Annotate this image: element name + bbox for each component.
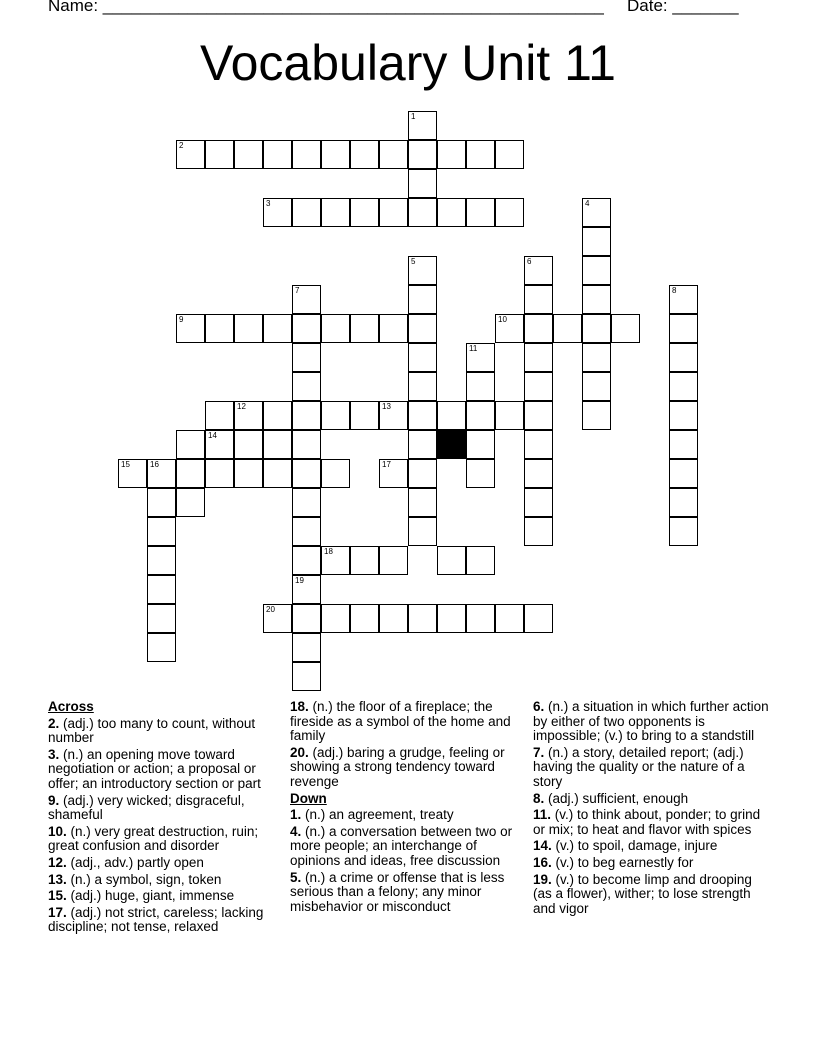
grid-cell[interactable]: [408, 488, 437, 517]
grid-cell[interactable]: [263, 401, 292, 430]
grid-cell[interactable]: [408, 256, 437, 285]
grid-cell[interactable]: [466, 372, 495, 401]
clue-item: [48, 889, 284, 904]
grid-cell[interactable]: [292, 401, 321, 430]
grid-cell[interactable]: [379, 604, 408, 633]
clue-text: (n.) a story, detailed report; (adj.) having the quality or the nature of a story: [533, 744, 745, 789]
grid-cell[interactable]: [466, 459, 495, 488]
clue-text: (adj.) baring a grudge, feeling or showing a strong tendency toward revenge: [290, 744, 505, 789]
clue-item: [290, 871, 526, 915]
clue-number-label: 6.: [533, 699, 545, 714]
grid-cell[interactable]: [582, 314, 611, 343]
grid-cell[interactable]: [147, 604, 176, 633]
grid-cell[interactable]: [466, 604, 495, 633]
clue-text: (adj.) too many to count, without number: [48, 715, 256, 746]
grid-cell[interactable]: [234, 314, 263, 343]
grid-cell[interactable]: [321, 401, 350, 430]
clue-number-label: 18.: [290, 699, 309, 714]
grid-cell[interactable]: [292, 488, 321, 517]
grid-cell[interactable]: [669, 314, 698, 343]
grid-cell[interactable]: [524, 459, 553, 488]
clue-item: [533, 839, 769, 854]
grid-cell[interactable]: [466, 401, 495, 430]
grid-cell[interactable]: [292, 140, 321, 169]
clue-number: 4: [585, 199, 590, 208]
grid-cell[interactable]: [669, 488, 698, 517]
grid-cell[interactable]: [292, 575, 321, 604]
grid-cell[interactable]: [176, 459, 205, 488]
grid-cell[interactable]: [379, 140, 408, 169]
grid-cell[interactable]: [437, 401, 466, 430]
grid-cell[interactable]: [524, 256, 553, 285]
grid-cell[interactable]: [408, 372, 437, 401]
grid-cell[interactable]: [437, 140, 466, 169]
clue-item: [290, 825, 526, 869]
clue-text: (adj.) sufficient, enough: [544, 790, 689, 806]
grid-cell[interactable]: [408, 285, 437, 314]
grid-cell[interactable]: [321, 314, 350, 343]
grid-cell[interactable]: [437, 546, 466, 575]
grid-cell[interactable]: [234, 401, 263, 430]
grid-cell[interactable]: [524, 517, 553, 546]
clues-column-2: [290, 700, 526, 916]
grid-cell[interactable]: [292, 372, 321, 401]
grid-cell[interactable]: [582, 401, 611, 430]
grid-cell[interactable]: [466, 198, 495, 227]
clue-number: 15: [121, 460, 130, 469]
grid-cell[interactable]: [292, 459, 321, 488]
down-heading: Down: [290, 790, 327, 806]
grid-cell[interactable]: [408, 343, 437, 372]
clue-number: 20: [266, 605, 275, 614]
clue-number-label: 9.: [48, 792, 60, 808]
grid-cell[interactable]: [582, 372, 611, 401]
grid-cell[interactable]: [147, 546, 176, 575]
grid-cell[interactable]: [263, 198, 292, 227]
grid-cell[interactable]: [408, 314, 437, 343]
clue-number: 16: [150, 460, 159, 469]
grid-cell[interactable]: [524, 372, 553, 401]
across-clue-list-continued: [290, 700, 526, 790]
grid-cell[interactable]: [669, 430, 698, 459]
clue-number-label: 5.: [290, 869, 302, 885]
clue-text: (n.) an agreement, treaty: [301, 807, 454, 823]
clue-text: (n.) a conversation between two or more people; an interchange of opinions and ideas, free discussion: [290, 823, 513, 868]
clue-item: [290, 808, 526, 823]
clue-number: 19: [295, 576, 304, 585]
clue-item: [48, 794, 284, 823]
clue-text: (adj.) huge, giant, immense: [66, 888, 235, 904]
grid-cell[interactable]: [408, 459, 437, 488]
grid-cell[interactable]: [234, 140, 263, 169]
clue-text: (adj., adv.) partly open: [66, 854, 204, 870]
grid-cell[interactable]: [408, 169, 437, 198]
grid-cell[interactable]: [321, 459, 350, 488]
clue-number-label: 20.: [290, 744, 309, 760]
clue-item: [290, 746, 526, 790]
clue-number-label: 14.: [533, 838, 552, 854]
clue-number: 12: [237, 402, 246, 411]
clue-item: [533, 700, 769, 744]
grid-cell[interactable]: [669, 517, 698, 546]
clue-item: [48, 873, 284, 888]
grid-cell[interactable]: [205, 401, 234, 430]
clue-number-label: 1.: [290, 807, 302, 823]
clue-number-label: 2.: [48, 715, 60, 731]
grid-cell[interactable]: [582, 285, 611, 314]
down-clue-list: [290, 808, 526, 914]
grid-cell[interactable]: [263, 314, 292, 343]
clue-number: 1: [411, 112, 416, 121]
clue-number-label: 19.: [533, 871, 552, 887]
grid-cell[interactable]: [379, 401, 408, 430]
grid-cell[interactable]: [350, 401, 379, 430]
grid-cell[interactable]: [118, 459, 147, 488]
grid-cell[interactable]: [292, 517, 321, 546]
grid-cell[interactable]: [292, 285, 321, 314]
grid-cell[interactable]: [408, 604, 437, 633]
grid-cell[interactable]: [205, 430, 234, 459]
grid-cell[interactable]: [147, 633, 176, 662]
clue-item: [48, 906, 284, 935]
grid-cell[interactable]: [466, 546, 495, 575]
grid-cell[interactable]: [495, 314, 524, 343]
grid-cell[interactable]: [350, 604, 379, 633]
clue-number-label: 17.: [48, 904, 67, 920]
grid-cell[interactable]: [524, 343, 553, 372]
clue-number: 7: [295, 286, 300, 295]
clue-item: [533, 856, 769, 871]
grid-cell[interactable]: [234, 459, 263, 488]
grid-cell[interactable]: [669, 343, 698, 372]
clues-column-1: [48, 700, 284, 937]
grid-cell[interactable]: [582, 256, 611, 285]
grid-cell[interactable]: [524, 401, 553, 430]
grid-cell[interactable]: [321, 198, 350, 227]
name-field-label: Name: _____________________________________________________: [48, 0, 604, 15]
down-clue-list-continued: [533, 700, 769, 916]
grid-cell[interactable]: [408, 198, 437, 227]
clue-item: [533, 746, 769, 790]
clue-text: (n.) a situation in which further action by either of two opponents is impossible; (v.) to bring to a standstill: [533, 699, 769, 744]
clue-number: 13: [382, 402, 391, 411]
grid-cell[interactable]: [379, 198, 408, 227]
grid-cell[interactable]: [234, 430, 263, 459]
grid-cell[interactable]: [524, 430, 553, 459]
clue-text: (n.) an opening move toward negotiation or action; a proposal or offer; an introductory section or part: [48, 746, 261, 791]
clue-number: 10: [498, 315, 507, 324]
grid-cell[interactable]: [466, 343, 495, 372]
clue-item: [290, 700, 526, 744]
grid-cell[interactable]: [205, 459, 234, 488]
grid-cell[interactable]: [321, 140, 350, 169]
clue-item: [48, 856, 284, 871]
grid-cell[interactable]: [147, 517, 176, 546]
grid-cell[interactable]: [466, 140, 495, 169]
grid-cell[interactable]: [582, 343, 611, 372]
grid-cell[interactable]: [437, 198, 466, 227]
black-cell: [437, 430, 466, 459]
page-title: Vocabulary Unit 11: [200, 35, 616, 91]
grid-cell[interactable]: [669, 459, 698, 488]
clue-text: (v.) to become limp and drooping (as a flower), wither; to lose strength and vigor: [533, 871, 752, 916]
grid-cell[interactable]: [350, 314, 379, 343]
grid-cell[interactable]: [292, 662, 321, 691]
grid-cell[interactable]: [147, 459, 176, 488]
clue-text: (adj.) very wicked; disgraceful, shameful: [48, 792, 245, 823]
clue-number: 8: [672, 286, 677, 295]
date-field-label: Date: _______: [627, 0, 739, 15]
grid-cell[interactable]: [582, 227, 611, 256]
clue-number-label: 15.: [48, 888, 67, 904]
grid-cell[interactable]: [669, 401, 698, 430]
grid-cell[interactable]: [321, 546, 350, 575]
grid-cell[interactable]: [669, 372, 698, 401]
grid-cell[interactable]: [466, 430, 495, 459]
across-heading: Across: [48, 699, 94, 714]
grid-cell[interactable]: [292, 546, 321, 575]
grid-cell[interactable]: [495, 604, 524, 633]
clue-number: 5: [411, 257, 416, 266]
grid-cell[interactable]: [495, 401, 524, 430]
grid-cell[interactable]: [408, 401, 437, 430]
grid-cell[interactable]: [176, 314, 205, 343]
clue-text: (n.) very great destruction, ruin; great confusion and disorder: [48, 823, 259, 854]
clue-number: 2: [179, 141, 184, 150]
clue-number: 9: [179, 315, 184, 324]
clue-number-label: 12.: [48, 854, 67, 870]
clue-item: [48, 825, 284, 854]
grid-cell[interactable]: [350, 140, 379, 169]
grid-cell[interactable]: [495, 198, 524, 227]
grid-cell[interactable]: [292, 343, 321, 372]
grid-cell[interactable]: [263, 140, 292, 169]
across-clue-list: [48, 717, 284, 935]
clue-number-label: 4.: [290, 823, 302, 839]
clue-number: 3: [266, 199, 271, 208]
grid-cell[interactable]: [611, 314, 640, 343]
grid-cell[interactable]: [205, 314, 234, 343]
clue-item: [533, 792, 769, 807]
clue-item: [533, 808, 769, 837]
grid-cell[interactable]: [669, 285, 698, 314]
clue-number: 18: [324, 547, 333, 556]
grid-cell[interactable]: [379, 314, 408, 343]
grid-cell[interactable]: [379, 546, 408, 575]
grid-cell[interactable]: [292, 430, 321, 459]
grid-cell[interactable]: [408, 430, 437, 459]
clue-number-label: 10.: [48, 823, 67, 839]
grid-cell[interactable]: [292, 198, 321, 227]
clue-text: (v.) to spoil, damage, injure: [551, 838, 718, 854]
grid-cell[interactable]: [292, 604, 321, 633]
clue-number-label: 7.: [533, 744, 545, 760]
grid-cell[interactable]: [582, 198, 611, 227]
clue-item: [48, 748, 284, 792]
clue-number-label: 3.: [48, 746, 60, 762]
clue-number-label: 13.: [48, 871, 67, 887]
grid-cell[interactable]: [350, 198, 379, 227]
clue-item: [48, 717, 284, 746]
clue-text: (v.) to think about, ponder; to grind or mix; to heat and flavor with spices: [533, 807, 761, 837]
grid-cell[interactable]: [524, 314, 553, 343]
clue-number: 11: [469, 344, 478, 353]
grid-cell[interactable]: [437, 604, 466, 633]
grid-cell[interactable]: [147, 488, 176, 517]
grid-cell[interactable]: [379, 459, 408, 488]
clues-column-3: [533, 700, 769, 918]
grid-cell[interactable]: [292, 633, 321, 662]
grid-cell[interactable]: [263, 604, 292, 633]
clue-number: 14: [208, 431, 217, 440]
grid-cell[interactable]: [408, 111, 437, 140]
clue-text: (n.) a symbol, sign, token: [66, 871, 222, 887]
clue-text: (v.) to beg earnestly for: [551, 854, 694, 870]
clue-number-label: 8.: [533, 790, 545, 806]
grid-cell[interactable]: [408, 140, 437, 169]
grid-cell[interactable]: [292, 314, 321, 343]
grid-cell[interactable]: [524, 488, 553, 517]
grid-cell[interactable]: [176, 488, 205, 517]
clue-number-label: 16.: [533, 854, 552, 870]
clue-text: (n.) the floor of a fireplace; the fireside as a symbol of the home and family: [290, 699, 511, 744]
grid-cell[interactable]: [553, 314, 582, 343]
grid-cell[interactable]: [321, 604, 350, 633]
clue-item: [533, 873, 769, 917]
clue-number: 6: [527, 257, 532, 266]
grid-cell[interactable]: [147, 575, 176, 604]
grid-cell[interactable]: [205, 140, 234, 169]
grid-cell[interactable]: [524, 604, 553, 633]
grid-cell[interactable]: [176, 140, 205, 169]
grid-cell[interactable]: [524, 285, 553, 314]
grid-cell[interactable]: [176, 430, 205, 459]
clue-number-label: 11.: [533, 807, 552, 823]
clue-text: (adj.) not strict, careless; lacking discipline; not tense, relaxed: [48, 904, 264, 935]
grid-cell[interactable]: [350, 546, 379, 575]
grid-cell[interactable]: [408, 517, 437, 546]
clue-text: (n.) a crime or offense that is less serious than a felony; any minor misbehavior or misconduct: [290, 869, 505, 914]
grid-cell[interactable]: [263, 459, 292, 488]
grid-cell[interactable]: [495, 140, 524, 169]
grid-cell[interactable]: [263, 430, 292, 459]
clue-number: 17: [382, 460, 391, 469]
